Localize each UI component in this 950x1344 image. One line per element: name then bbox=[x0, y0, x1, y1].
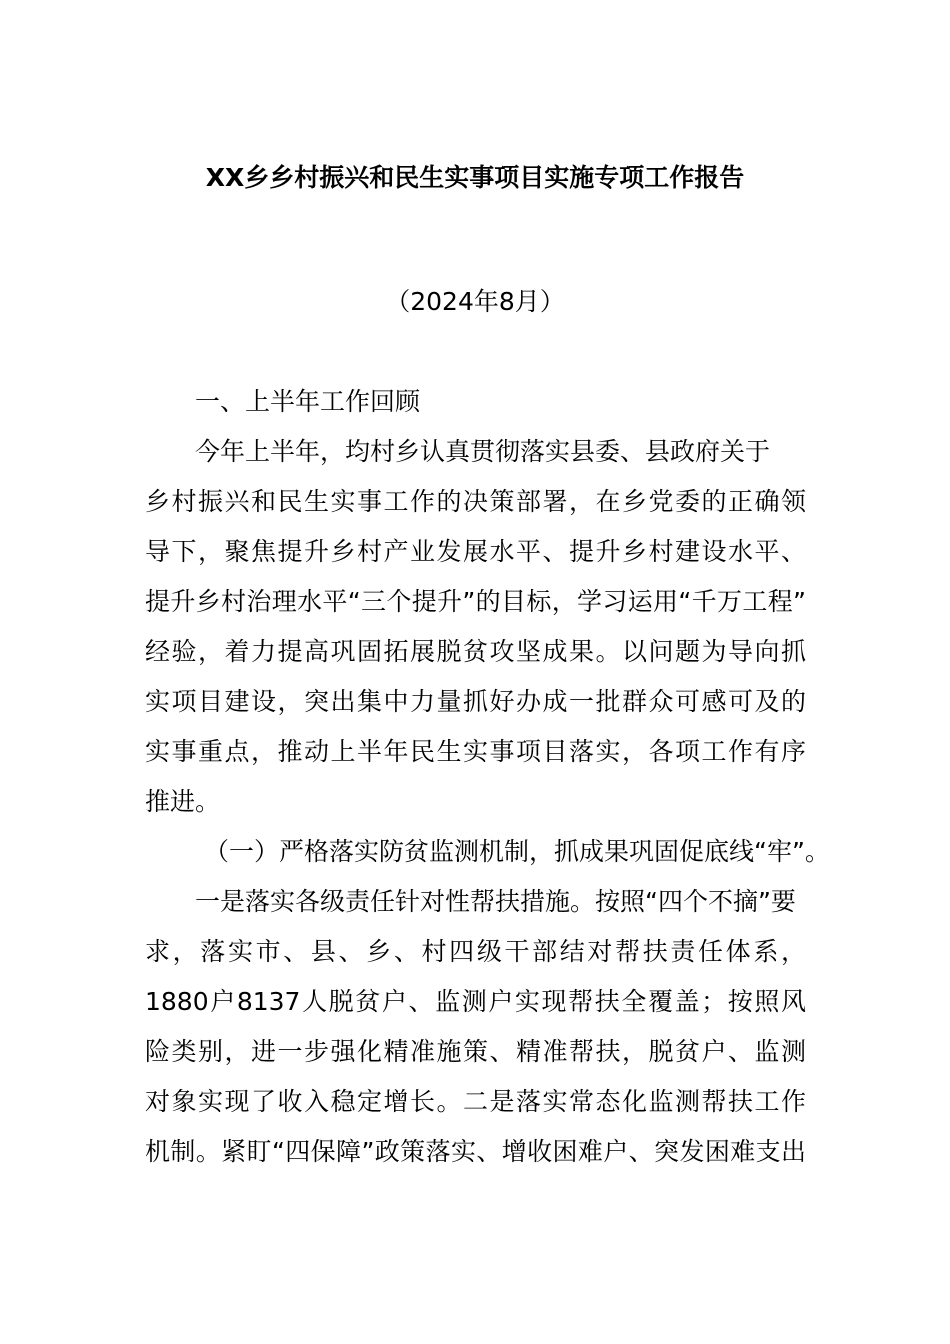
paragraph-line: 今年上半年，均村乡认真贯彻落实县委、县政府关于 bbox=[195, 437, 771, 466]
document-date: （2024年8月） bbox=[385, 287, 565, 316]
paragraph-line: 乡村振兴和民生实事工作的决策部署，在乡党委的正确领 bbox=[145, 487, 806, 516]
paragraph-line: 一是落实各级责任针对性帮扶措施。按照“四个不摘”要 bbox=[195, 887, 796, 916]
paragraph-line: 导下，聚焦提升乡村产业发展水平、提升乡村建设水平、 bbox=[145, 537, 806, 566]
paragraph-line: 推进。 bbox=[145, 787, 221, 816]
paragraph-line: 实事重点，推动上半年民生实事项目落实，各项工作有序 bbox=[145, 737, 806, 766]
paragraph-line: 对象实现了收入稳定增长。二是落实常态化监测帮扶工作 bbox=[145, 1087, 806, 1116]
paragraph-line: 实项目建设，突出集中力量抓好办成一批群众可感可及的 bbox=[145, 687, 806, 716]
section-heading: 一、上半年工作回顾 bbox=[195, 387, 421, 416]
paragraph-line: 机制。紧盯“四保障”政策落实、增收困难户、突发困难支出 bbox=[145, 1137, 806, 1166]
paragraph-line: 提升乡村治理水平“三个提升”的目标，学习运用“千万工程” bbox=[145, 587, 806, 616]
paragraph-line: 1880户8137人脱贫户、监测户实现帮扶全覆盖；按照风 bbox=[145, 987, 806, 1016]
subsection-heading: （一）严格落实防贫监测机制，抓成果巩固促底线“牢”。 bbox=[204, 837, 830, 866]
paragraph-line: 险类别，进一步强化精准施策、精准帮扶，脱贫户、监测 bbox=[145, 1037, 806, 1066]
document-title: XX乡乡村振兴和民生实事项目实施专项工作报告 bbox=[205, 163, 745, 192]
paragraph-line: 经验，着力提高巩固拓展脱贫攻坚成果。以问题为导向抓 bbox=[145, 637, 806, 666]
paragraph-line: 求，落实市、县、乡、村四级干部结对帮扶责任体系， bbox=[145, 937, 806, 966]
